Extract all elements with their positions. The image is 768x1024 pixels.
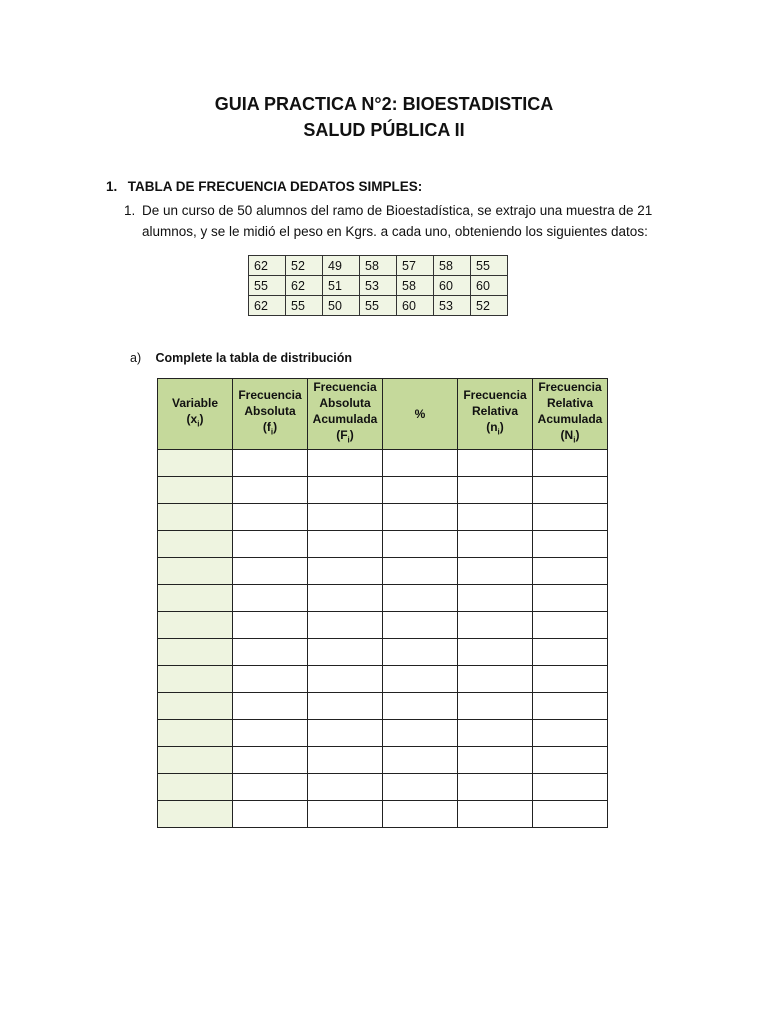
blank-cell[interactable] <box>233 477 308 504</box>
section-title: TABLA DE FRECUENCIA DEDATOS SIMPLES: <box>127 179 423 194</box>
blank-cell[interactable] <box>233 693 308 720</box>
blank-cell[interactable] <box>233 450 308 477</box>
blank-cell[interactable] <box>383 693 458 720</box>
data-cell: 55 <box>249 276 286 296</box>
blank-cell[interactable] <box>158 450 233 477</box>
blank-cell[interactable] <box>533 666 608 693</box>
column-header <box>308 379 383 450</box>
column-header-subscript: i <box>347 435 350 445</box>
blank-cell[interactable] <box>158 477 233 504</box>
blank-cell[interactable] <box>533 450 608 477</box>
blank-cell[interactable] <box>533 720 608 747</box>
blank-cell[interactable] <box>158 585 233 612</box>
blank-cell[interactable] <box>458 504 533 531</box>
blank-cell[interactable] <box>158 558 233 585</box>
column-header-symbol: (f <box>262 420 271 435</box>
column-header-closing: ) <box>349 428 354 443</box>
blank-cell[interactable] <box>533 801 608 828</box>
blank-cell[interactable] <box>308 477 383 504</box>
column-header-label: Frecuencia Absoluta <box>238 388 302 419</box>
blank-cell[interactable] <box>533 504 608 531</box>
column-header-subscript: i <box>573 435 576 445</box>
data-cell: 60 <box>397 296 434 316</box>
blank-cell[interactable] <box>383 747 458 774</box>
column-header-subscript: i <box>270 427 274 437</box>
blank-cell[interactable] <box>308 666 383 693</box>
blank-cell[interactable] <box>308 450 383 477</box>
data-cell: 58 <box>434 256 471 276</box>
blank-cell[interactable] <box>308 801 383 828</box>
data-cell: 49 <box>323 256 360 276</box>
blank-cell[interactable] <box>458 801 533 828</box>
blank-cell[interactable] <box>383 720 458 747</box>
table-row <box>158 612 608 639</box>
distribution-table <box>157 378 608 828</box>
table-row <box>158 531 608 558</box>
blank-cell[interactable] <box>533 531 608 558</box>
blank-cell[interactable] <box>308 612 383 639</box>
blank-cell[interactable] <box>233 720 308 747</box>
blank-cell[interactable] <box>158 720 233 747</box>
blank-cell[interactable] <box>308 585 383 612</box>
sub-number: a) <box>130 351 142 365</box>
blank-cell[interactable] <box>383 558 458 585</box>
blank-cell[interactable] <box>458 774 533 801</box>
table-row <box>158 693 608 720</box>
table-row <box>158 585 608 612</box>
blank-cell[interactable] <box>533 774 608 801</box>
table-row <box>158 720 608 747</box>
section-heading <box>106 179 422 194</box>
blank-cell[interactable] <box>233 531 308 558</box>
blank-cell[interactable] <box>233 774 308 801</box>
blank-cell[interactable] <box>233 558 308 585</box>
blank-cell[interactable] <box>458 720 533 747</box>
column-header-subscript: i <box>497 427 500 437</box>
blank-cell[interactable] <box>233 639 308 666</box>
blank-cell[interactable] <box>383 666 458 693</box>
column-header <box>533 379 608 450</box>
column-header-symbol: (x <box>186 412 198 427</box>
data-cell: 53 <box>434 296 471 316</box>
sample-data-table <box>248 255 508 316</box>
blank-cell[interactable] <box>233 666 308 693</box>
column-header-subscript: i <box>197 419 200 429</box>
data-cell: 58 <box>397 276 434 296</box>
table-row <box>158 801 608 828</box>
data-cell: 52 <box>471 296 508 316</box>
blank-cell[interactable] <box>233 504 308 531</box>
blank-cell[interactable] <box>233 585 308 612</box>
data-cell: 58 <box>360 256 397 276</box>
blank-cell[interactable] <box>308 504 383 531</box>
column-header-label: Variable <box>171 396 219 411</box>
blank-cell[interactable] <box>158 612 233 639</box>
blank-cell[interactable] <box>383 531 458 558</box>
blank-cell[interactable] <box>308 558 383 585</box>
table-row <box>158 666 608 693</box>
blank-cell[interactable] <box>458 558 533 585</box>
section-number: 1. <box>106 179 118 194</box>
blank-cell[interactable] <box>158 774 233 801</box>
blank-cell[interactable] <box>458 639 533 666</box>
blank-cell[interactable] <box>158 801 233 828</box>
blank-cell[interactable] <box>458 450 533 477</box>
data-cell: 51 <box>323 276 360 296</box>
table-row <box>158 774 608 801</box>
blank-cell[interactable] <box>158 693 233 720</box>
column-header-closing: ) <box>199 412 204 427</box>
item-text: De un curso de 50 alumnos del ramo de Bioestadística, se extrajo una muestra de 21 alumnos, y se le midió el peso en Kgrs. a cada uno, obteniendo los siguientes datos: <box>142 203 653 239</box>
blank-cell[interactable] <box>383 774 458 801</box>
data-cell: 50 <box>323 296 360 316</box>
blank-cell[interactable] <box>458 693 533 720</box>
data-cell: 62 <box>249 256 286 276</box>
item-number: 1. <box>124 203 136 218</box>
table-row <box>158 504 608 531</box>
column-header-symbol: (F <box>336 428 348 443</box>
data-cell: 60 <box>471 276 508 296</box>
blank-cell[interactable] <box>533 747 608 774</box>
document-title: GUIA PRACTICA N°2: BIOESTADISTICA <box>214 94 554 114</box>
data-cell: 55 <box>360 296 397 316</box>
blank-cell[interactable] <box>458 612 533 639</box>
column-header-label: % <box>414 407 426 421</box>
blank-cell[interactable] <box>458 747 533 774</box>
sub-text: Complete la tabla de distribución <box>155 351 353 365</box>
data-cell: 53 <box>360 276 397 296</box>
blank-cell[interactable] <box>458 477 533 504</box>
data-cell: 62 <box>249 296 286 316</box>
blank-cell[interactable] <box>458 585 533 612</box>
document-subtitle: SALUD PÚBLICA II <box>303 120 465 140</box>
column-header <box>458 379 533 450</box>
blank-cell[interactable] <box>383 450 458 477</box>
data-cell: 52 <box>286 256 323 276</box>
exercise-item <box>124 200 664 242</box>
column-header-closing: ) <box>499 420 504 435</box>
column-header-closing: ) <box>575 428 580 443</box>
blank-cell[interactable] <box>533 558 608 585</box>
blank-cell[interactable] <box>458 531 533 558</box>
blank-cell[interactable] <box>158 639 233 666</box>
blank-cell[interactable] <box>158 666 233 693</box>
blank-cell[interactable] <box>308 774 383 801</box>
column-header-symbol: (n <box>486 420 498 435</box>
blank-cell[interactable] <box>308 693 383 720</box>
table-row <box>158 639 608 666</box>
blank-cell[interactable] <box>233 747 308 774</box>
data-row <box>249 296 508 316</box>
blank-cell[interactable] <box>233 612 308 639</box>
blank-cell[interactable] <box>158 531 233 558</box>
column-header-label: Frecuencia Absoluta Acumulada <box>312 380 378 427</box>
blank-cell[interactable] <box>383 639 458 666</box>
blank-cell[interactable] <box>533 639 608 666</box>
column-header-label: Frecuencia Relativa <box>463 388 527 419</box>
column-header-closing: ) <box>273 420 278 435</box>
blank-cell[interactable] <box>158 504 233 531</box>
blank-cell[interactable] <box>383 585 458 612</box>
blank-cell[interactable] <box>383 801 458 828</box>
column-header-symbol: (N <box>560 428 574 443</box>
column-header-label: Frecuencia Relativa Acumulada <box>537 380 603 427</box>
blank-cell[interactable] <box>383 504 458 531</box>
blank-cell[interactable] <box>308 639 383 666</box>
column-header <box>383 379 458 450</box>
table-row <box>158 747 608 774</box>
blank-cell[interactable] <box>383 477 458 504</box>
blank-cell[interactable] <box>533 585 608 612</box>
data-cell: 60 <box>434 276 471 296</box>
blank-cell[interactable] <box>308 747 383 774</box>
data-row <box>249 276 508 296</box>
column-header <box>158 379 233 450</box>
blank-cell[interactable] <box>158 747 233 774</box>
blank-cell[interactable] <box>458 666 533 693</box>
data-cell: 57 <box>397 256 434 276</box>
table-row <box>158 477 608 504</box>
blank-cell[interactable] <box>533 612 608 639</box>
blank-cell[interactable] <box>308 531 383 558</box>
table-row <box>158 558 608 585</box>
sub-instruction <box>130 351 352 365</box>
table-row <box>158 450 608 477</box>
blank-cell[interactable] <box>308 720 383 747</box>
data-cell: 55 <box>471 256 508 276</box>
blank-cell[interactable] <box>233 801 308 828</box>
blank-cell[interactable] <box>533 477 608 504</box>
column-header <box>233 379 308 450</box>
blank-cell[interactable] <box>383 612 458 639</box>
blank-cell[interactable] <box>533 693 608 720</box>
data-cell: 55 <box>286 296 323 316</box>
data-cell: 62 <box>286 276 323 296</box>
data-row <box>249 256 508 276</box>
